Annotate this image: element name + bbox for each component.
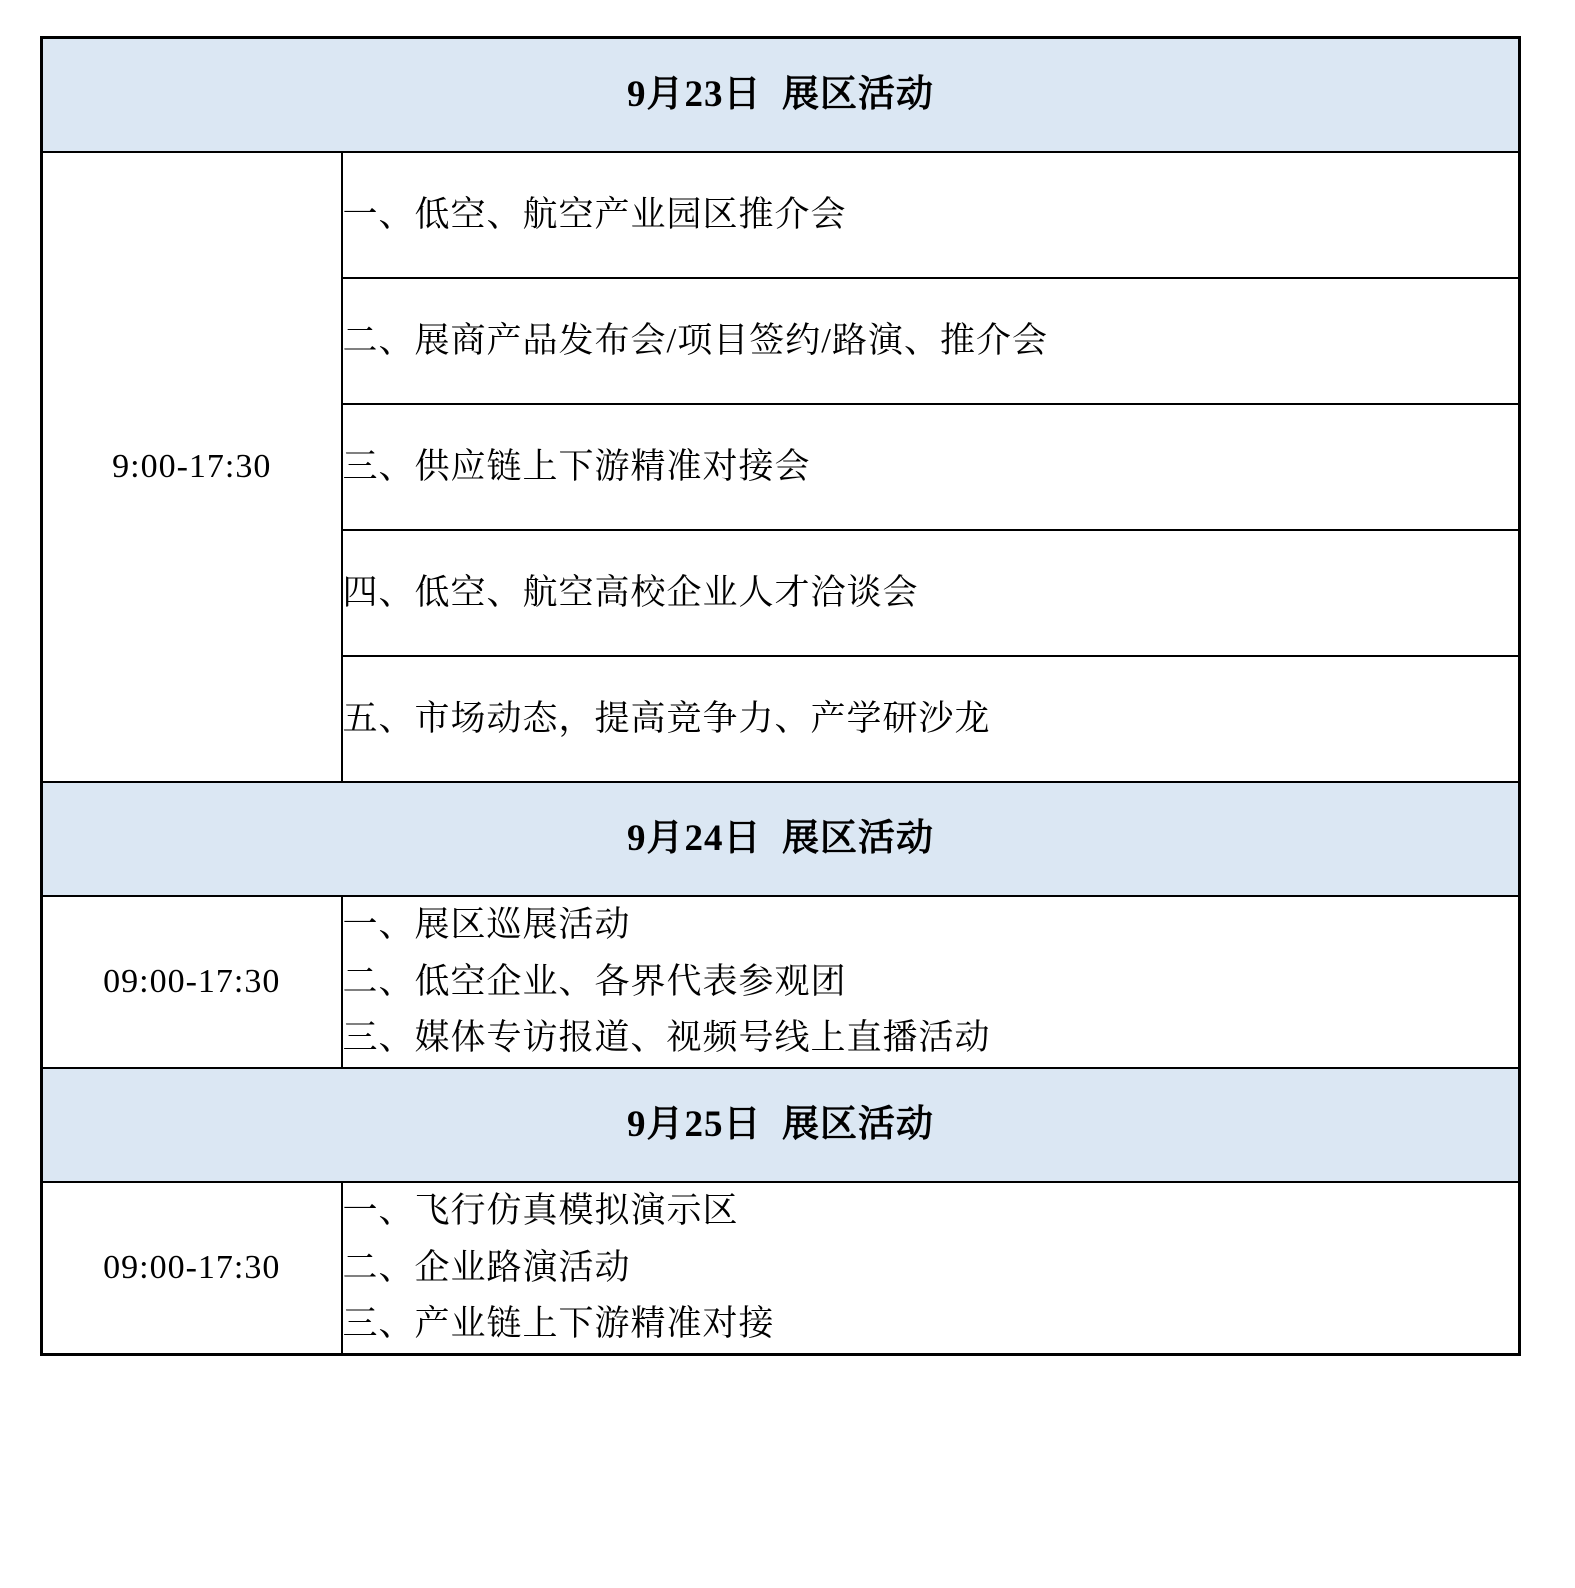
activity-item: 二、低空企业、各界代表参观团	[342, 961, 847, 1001]
table-row	[42, 152, 1520, 278]
activity-item: 三、媒体专访报道、视频号线上直播活动	[342, 1018, 991, 1058]
activity-item: 三、产业链上下游精准对接	[342, 1304, 775, 1344]
table-row	[42, 1068, 1520, 1182]
day-header-1: 9月23日 展区活动	[42, 38, 1520, 153]
schedule-table	[40, 36, 1521, 1356]
day-header-2: 9月24日 展区活动	[42, 782, 1520, 896]
table-row	[42, 38, 1520, 153]
table-row	[42, 782, 1520, 896]
activity-item: 二、展商产品发布会/项目签约/路演、推介会	[342, 278, 1520, 404]
activity-list-3	[342, 1182, 1520, 1355]
activity-item: 一、展区巡展活动	[342, 905, 631, 944]
time-cell-1: 9:00-17:30	[42, 152, 342, 782]
activity-list-2	[342, 896, 1520, 1068]
table-row	[42, 896, 1520, 1068]
day-header-3: 9月25日 展区活动	[42, 1068, 1520, 1182]
time-cell-3: 09:00-17:30	[42, 1182, 342, 1355]
time-cell-2: 09:00-17:30	[42, 896, 342, 1068]
activity-item: 二、企业路演活动	[342, 1247, 631, 1287]
activity-item: 三、供应链上下游精准对接会	[342, 404, 1520, 530]
table-row	[42, 1182, 1520, 1355]
activity-item: 一、低空、航空产业园区推介会	[342, 152, 1520, 278]
activity-item: 四、低空、航空高校企业人才洽谈会	[342, 530, 1520, 656]
activity-item: 五、市场动态，提高竞争力、产学研沙龙	[342, 656, 1520, 782]
activity-item: 一、飞行仿真模拟演示区	[342, 1191, 739, 1231]
